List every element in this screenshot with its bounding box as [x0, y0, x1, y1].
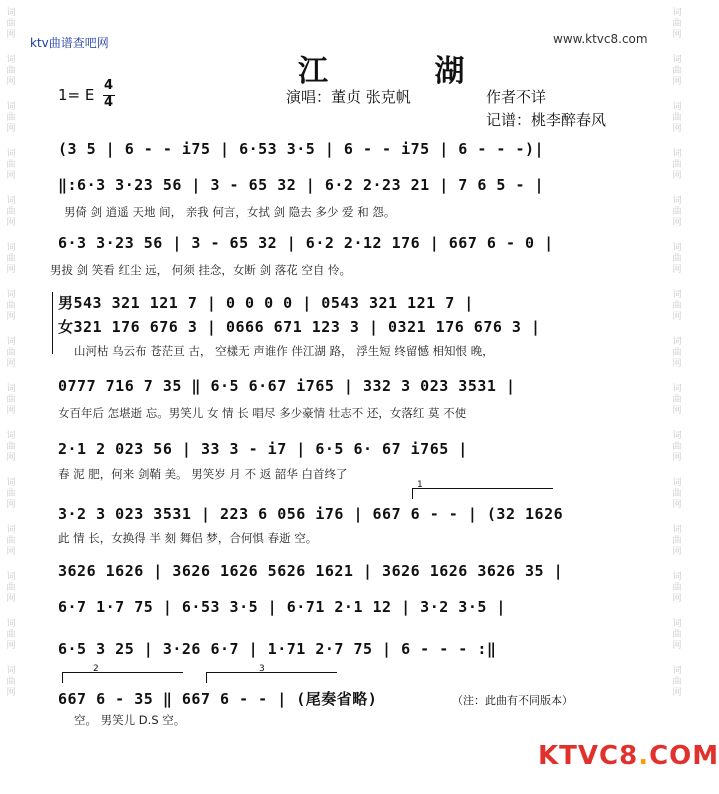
score-line-6: 2·1 2 023 56 | 33 3 - i7 | 6·5 6· 67 i765 | — [58, 440, 468, 458]
score-line-11: 667 6 - 35 ‖ 667 6 - - | (尾奏省略) — [58, 690, 378, 708]
lyric-line-4: 山河枯 乌云布 苍茫亘 古， 空樣无 声谁作 伴江湖 路， 浮生短 终留憾 相知恨 晚， — [74, 344, 494, 358]
system-bracket — [52, 292, 53, 354]
ktvc8-logo: KTVC8.COM — [538, 741, 719, 771]
lyric-line-3: 男拔 剑 笑看 红尘 远， 何须 挂念，女断 剑 落花 空自 怜。 — [50, 263, 352, 277]
volta-2: 2 — [62, 672, 183, 683]
lyric-line-6: 春 泥 肥，何来 剑鞘 美。 男笑岁 月 不 返 韶华 白首终了 — [58, 467, 348, 481]
score-line-3: 6·3 3·23 56 | 3 - 65 32 | 6·2 2·12 176 | 667 6 - 0 | — [58, 234, 554, 252]
score-line-2: ‖:6·3 3·23 56 | 3 - 65 32 | 6·2 2·23 21 | 7 6 5 - | — [58, 176, 545, 194]
volta-3: 3 — [206, 672, 337, 683]
time-signature-top: 4 — [104, 78, 114, 93]
footnote: （注：此曲有不同版本） — [452, 694, 573, 707]
score-line-5: 0777 716 7 35 ‖ 6·5 6·67 i765 | 332 3 023 3531 | — [58, 377, 516, 395]
score-line-9: 6·7 1·7 75 | 6·53 3·5 | 6·71 2·1 12 | 3·2 3·5 | — [58, 598, 506, 616]
time-signature-bottom: 4 — [104, 95, 114, 110]
score-line-10: 6·5 3 25 | 3·26 6·7 | 1·71 2·7 75 | 6 - - - :‖ — [58, 640, 497, 658]
score-line-4-female: 女321 176 676 3 | 0666 671 123 3 | 0321 176 676 3 | — [58, 318, 541, 336]
key-signature: 1= E — [58, 86, 95, 104]
lyric-line-5: 女百年后 怎堪逝 忘。男笑儿 女 情 长 唱尽 多少豪情 壮志不 还，女落红 莫 不使 — [58, 406, 467, 420]
right-watermark: 词曲网 词曲网 词曲网 词曲网 词曲网 词曲网 词曲网 词曲网 词曲网 词曲网 词曲网 词曲网 词曲网 词曲网 词曲网 — [672, 8, 682, 698]
song-title: 江 湖 — [298, 54, 513, 89]
site-url: www.ktvc8.com — [553, 32, 648, 46]
left-watermark: 词曲网 词曲网 词曲网 词曲网 词曲网 词曲网 词曲网 词曲网 词曲网 词曲网 词曲网 词曲网 词曲网 词曲网 词曲网 — [6, 8, 16, 698]
score-line-intro: (3 5 | 6 - - i75 | 6·53 3·5 | 6 - - i75 | 6 - - -)| — [58, 140, 545, 158]
volta-1: 1 — [412, 488, 553, 499]
author: 作者不详 — [486, 88, 547, 106]
score-line-4-male: 男543 321 121 7 | 0 0 0 0 | 0543 321 121 7 | — [58, 294, 474, 312]
score-line-7: 3·2 3 023 3531 | 223 6 056 i76 | 667 6 - - | (32 1626 — [58, 505, 564, 523]
lyric-line-11: 空。 男笑儿 D.S 空。 — [74, 713, 186, 727]
singers: 演唱：董贞 张克帆 — [286, 88, 411, 106]
score-line-8: 3626 1626 | 3626 1626 5626 1621 | 3626 1626 3626 35 | — [58, 562, 564, 580]
site-name: ktv曲谱查吧网 — [30, 36, 109, 50]
lyric-line-7: 此 情 长，女换得 半 刻 舞侣 梦，合何惧 春逝 空。 — [58, 531, 318, 545]
transcriber: 记谱：桃李醉春风 — [486, 111, 607, 129]
lyric-line-2: 男倚 剑 逍遥 天地 间， 亲我 何言，女拭 剑 隐去 多少 爱 和 怨。 — [64, 205, 396, 219]
